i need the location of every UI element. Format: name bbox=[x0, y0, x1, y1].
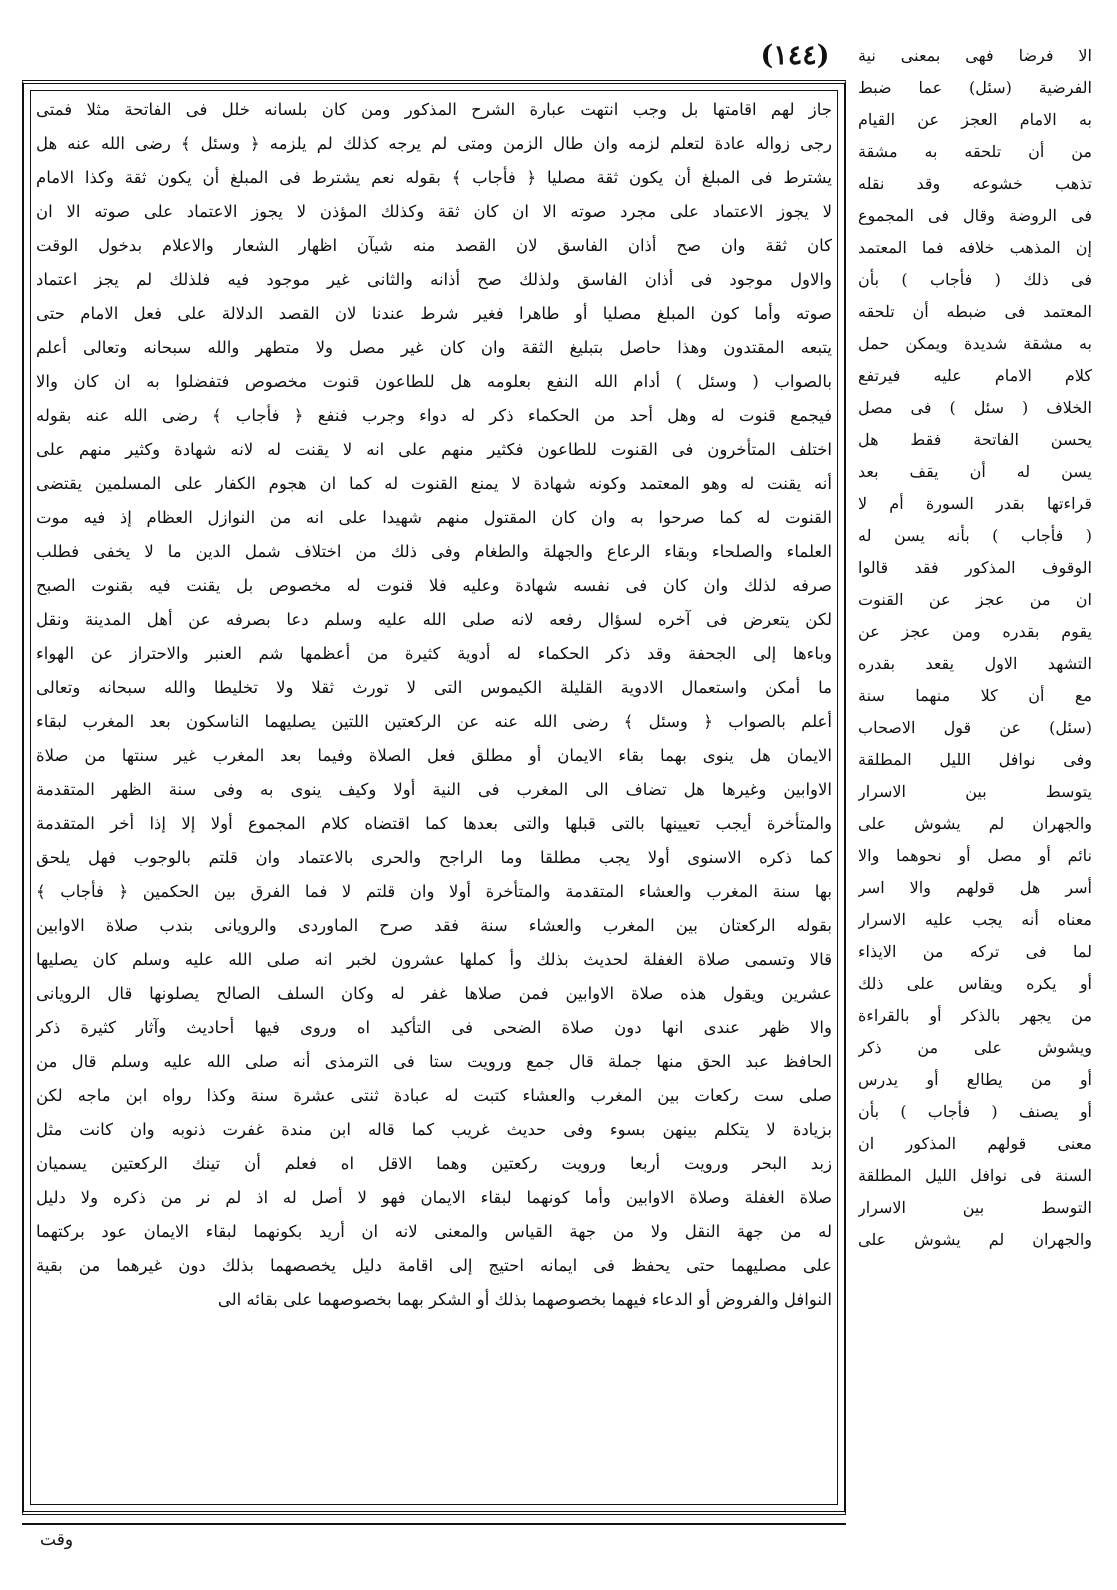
margin-line: والجهران لم يشوش على bbox=[858, 1230, 1092, 1249]
margin-line: به الامام العجز عن القيام bbox=[858, 110, 1092, 129]
catchword: وقت bbox=[40, 1530, 74, 1550]
margin-line: والجهران لم يشوش على bbox=[858, 814, 1092, 833]
text-line: لا يجوز الاعتماد على مجرد صوته الا ان كان ثقة وكذلك المؤذن لا يجوز الاعتماد على صوته الا ان bbox=[36, 202, 832, 221]
text-line: ما أمكن واستعمال الادوية القليلة الكيموس التى لا تورث ثقلا ولا تخليطا والله سبحانه وتعالى bbox=[36, 678, 832, 697]
margin-line: تذهب خشوعه وقد نقله bbox=[858, 174, 1092, 193]
text-line: والاول موجود فى أذان الفاسق ولذلك صح أذانه والثانى غير موجود فيه فلذلك لم يجز اعتماد bbox=[36, 270, 832, 289]
text-line: لكن يتعرض فى آخره لسؤال رفعه لانه صلى الله عليه وسلم دعا بصرفه عن أهل المدينة ونقل bbox=[36, 610, 832, 629]
text-line: والا ظهر عندى انها دون صلاة الضحى فى التأكيد اه وروى فيها أحاديث وآثار كثيرة ذكر bbox=[36, 1018, 832, 1037]
margin-line: الفرضية (سئل) عما ضبط bbox=[858, 78, 1092, 97]
text-line: كان ثقة وان صح أذان الفاسق لان القصد منه شيآن اظهار الشعار والاعلام بدخول الوقت bbox=[36, 236, 832, 255]
margin-line: مع أن كلا منهما سنة bbox=[858, 686, 1092, 705]
margin-line: ( فأجاب ) بأنه يسن له bbox=[858, 526, 1092, 545]
text-line: النوافل والفروض أو الدعاء فيهما بخصوصهما بذلك أو الشكر بهما بخصوصهما على بقائه الى bbox=[217, 1290, 832, 1309]
margin-line: يقوم بقدره ومن عجز عن bbox=[858, 622, 1092, 641]
margin-line: أسر هل قولهم والا اسر bbox=[858, 878, 1092, 897]
margin-line: التشهد الاول يقعد بقدره bbox=[858, 654, 1092, 673]
margin-line: قراءتها بقدر السورة أم لا bbox=[858, 494, 1092, 513]
margin-line: نائم أو مصل أو نحوهما والا bbox=[858, 846, 1092, 865]
text-line: له من جهة النقل ولا من جهة القياس والمعنى لانه ان أريد بكونهما لبقاء الايمان عود بركتهما bbox=[36, 1222, 832, 1241]
margin-line: إن المذهب خلافه فما المعتمد bbox=[858, 238, 1092, 257]
text-line: قالا وتسمى صلاة الغفلة لحديث بذلك وأ كملها عشرون لخبر انه صلى الله عليه وسلم كان يصليها bbox=[36, 950, 832, 969]
margin-line: أو يصنف ( فأجاب ) بأن bbox=[858, 1102, 1092, 1121]
margin-line: فى ذلك ( فأجاب ) بأن bbox=[858, 270, 1092, 289]
margin-line: يسن له أن يقف بعد bbox=[858, 462, 1092, 481]
text-line: يتبعه المقتدون وهذا حاصل بتبليغ الثقة وان كان غير مصل ولا متطهر والله سبحانه وتعالى أعلم bbox=[36, 338, 832, 357]
text-line: صلى ست ركعات بين المغرب والعشاء كتبت له عبادة ثنتى عشرة سنة وكذا رواه ابن ماجه لكن bbox=[36, 1086, 832, 1105]
main-text-block bbox=[36, 93, 832, 1495]
page-number: (١٤٤) bbox=[760, 40, 830, 71]
text-line: وباءها إلى الجحفة وقد ذكر الحكماء له أدوية كثيرة من أعظمها شم العنبر والاحتراز عن الهواء bbox=[36, 644, 832, 663]
text-line: يشترط فى المبلغ أن يكون ثقة مصليا ﴿ فأجاب ﴾ بقوله نعم يشترط فى المبلغ أن يكون ثقة وكذا الامام bbox=[36, 168, 832, 187]
text-line: فيجمع قنوت له وهل أحد من الحكماء ذكر له دواء وجرب فنفع ﴿ فأجاب ﴾ رضى الله عنه بقوله bbox=[36, 406, 832, 425]
margin-line: ان من عجز عن القنوت bbox=[858, 590, 1092, 609]
text-line: أنه يقنت له وهو المعتمد وكونه شهادة لا يمنع القنوت له كما ان هجوم الكفار على المسلمين يقتضى bbox=[36, 474, 832, 493]
margin-line: معناه أنه يجب عليه الاسرار bbox=[858, 910, 1092, 929]
margin-line: من يجهر بالذكر أو بالقراءة bbox=[858, 1006, 1092, 1025]
text-line: زبد البحر ورويت أربعا ورويت ركعتين وهما الاقل اه فعلم أن تينك الركعتين يسميان bbox=[36, 1154, 832, 1173]
margin-line: الا فرضا فهى بمعنى نية bbox=[858, 46, 1092, 65]
margin-line: الوقوف المذكور فقد قالوا bbox=[858, 558, 1092, 577]
margin-line: به مشقة شديدة ويمكن حمل bbox=[858, 334, 1092, 353]
text-line: على مصليهما حتى يحفظ فى ايمانه احتيج إلى اقامة دليل يخصصهما بذلك دون غيرهما من بقية bbox=[36, 1256, 832, 1275]
bottom-rule bbox=[22, 1523, 846, 1525]
text-line: عشرين ويقول هذه صلاة الاوابين فمن صلاها غفر له وكان السلف الصالح يصلونها قال الرويانى bbox=[36, 984, 832, 1003]
text-line: جاز لهم اقامتها بل وجب انتهت عبارة الشرح المذكور ومن كان بلسانه خلل فى الفاتحة مثلا فمتى bbox=[36, 100, 832, 119]
margin-line: لما فى تركه من الايذاء bbox=[858, 942, 1092, 961]
text-line: القنوت له كما صرحوا به وان كان المقتول منهم شهيدا على انه من النوازل العظام إذ فيه موت bbox=[36, 508, 832, 527]
margin-line: كلام الامام عليه فيرتفع bbox=[858, 366, 1092, 385]
text-line: كما ذكره الاسنوى أولا يجب مطلقا وما الراجح والحرى بالاعتماد وان قلتم بالوجوب فهل يلحق bbox=[36, 848, 832, 867]
margin-line: ويشوش على من ذكر bbox=[858, 1038, 1092, 1057]
margin-line: السنة فى نوافل الليل المطلقة bbox=[858, 1166, 1092, 1185]
margin-line: التوسط بين الاسرار bbox=[858, 1198, 1092, 1217]
text-line: والمتأخرة أيجب تعيينها بالتى قبلها والتى بعدها كما اقتضاه كلام المجموع أولا إلا إذا أخر المتقدمة bbox=[36, 814, 832, 833]
text-line: صوته وأما كون المبلغ مصليا أو طاهرا فغير شرط عندنا لان القصد الدلالة على فعل الامام حتى bbox=[36, 304, 832, 323]
margin-line: المعتمد فى ضبطه أن تلحقه bbox=[858, 302, 1092, 321]
margin-commentary bbox=[858, 40, 1092, 1520]
text-line: بقوله الركعتان بين المغرب والعشاء سنة فقد صرح الماوردى والرويانى بندب صلاة الاوابين bbox=[36, 916, 832, 935]
margin-line: (سئل) عن قول الاصحاب bbox=[858, 718, 1092, 737]
margin-line: يتوسط بين الاسرار bbox=[858, 782, 1092, 801]
margin-line: من أن تلحقه به مشقة bbox=[858, 142, 1092, 161]
margin-line: فى الروضة وقال فى المجموع bbox=[858, 206, 1092, 225]
margin-line: الخلاف ( سئل ) فى مصل bbox=[858, 398, 1092, 417]
margin-line: وفى نوافل الليل المطلقة bbox=[858, 750, 1092, 769]
text-line: الحافظ عبد الحق منها جملة قال جمع ورويت ستا فى الترمذى أنه صلى الله عليه وسلم قال من bbox=[36, 1052, 832, 1071]
text-line: العلماء والصلحاء وبقاء الرعاع والجهلة والطغام وفى ذلك من اختلاف شمل الدين ما لا يخفى فطلب bbox=[36, 542, 832, 561]
text-line: بزيادة لا يتكلم بينهن بسوء وفى حديث غريب كما قاله ابن مندة غفرت ذنوبه وان كانت مثل bbox=[36, 1120, 832, 1139]
text-line: أعلم بالصواب ﴿ وسئل ﴾ رضى الله عنه عن الركعتين اللتين يصليهما الناسكون بعد المغرب لبقاء bbox=[36, 712, 832, 731]
margin-line: أو يكره ويقاس على ذلك bbox=[858, 974, 1092, 993]
text-line: الايمان هل ينوى بهما بقاء الايمان أو مطلق فعل الصلاة وفيما بعد المغرب غير سنتها من صلاة bbox=[36, 746, 832, 765]
text-line: صرفه لذلك وان كان فى نفسه شهادة وعليه فلا قنوت له مخصوص بل يقنت فيه بقنوت الصبح bbox=[36, 576, 832, 595]
text-line: اختلف المتأخرون فى القنوت للطاعون فكثير منهم على انه لا يقنت له لانه شهادة وكثير منهم على bbox=[36, 440, 832, 459]
text-line: الاوابين وغيرها هل تضاف الى المغرب فى النية أولا وكيف ينوى به وفى سنة الظهر المتقدمة bbox=[36, 780, 832, 799]
text-line: بها سنة المغرب والعشاء المتقدمة والمتأخرة أولا وان قلتم لا فما الفرق بين الحكمين ﴿ فأجاب ﴾ bbox=[36, 882, 832, 901]
text-line: رجى زواله عادة لتعلم لزمه وان طال الزمن ومتى لم يرجه كذلك لم يلزمه ﴿ وسئل ﴾ رضى الله عنه هل bbox=[36, 134, 832, 153]
margin-line: معنى قولهم المذكور ان bbox=[858, 1134, 1092, 1153]
text-line: بالصواب ( وسئل ) أدام الله النفع بعلومه هل للطاعون قنوت مخصوص فتفضلوا به ان كان والا bbox=[36, 372, 832, 391]
margin-line: يحسن الفاتحة فقط هل bbox=[858, 430, 1092, 449]
margin-line: أو من يطالع أو يدرس bbox=[858, 1070, 1092, 1089]
text-line: صلاة الغفلة وصلاة الاوابين وأما كونهما لبقاء الايمان فهو لا أصل له اذ لم نر من ذكره ولا دليل bbox=[36, 1188, 832, 1207]
